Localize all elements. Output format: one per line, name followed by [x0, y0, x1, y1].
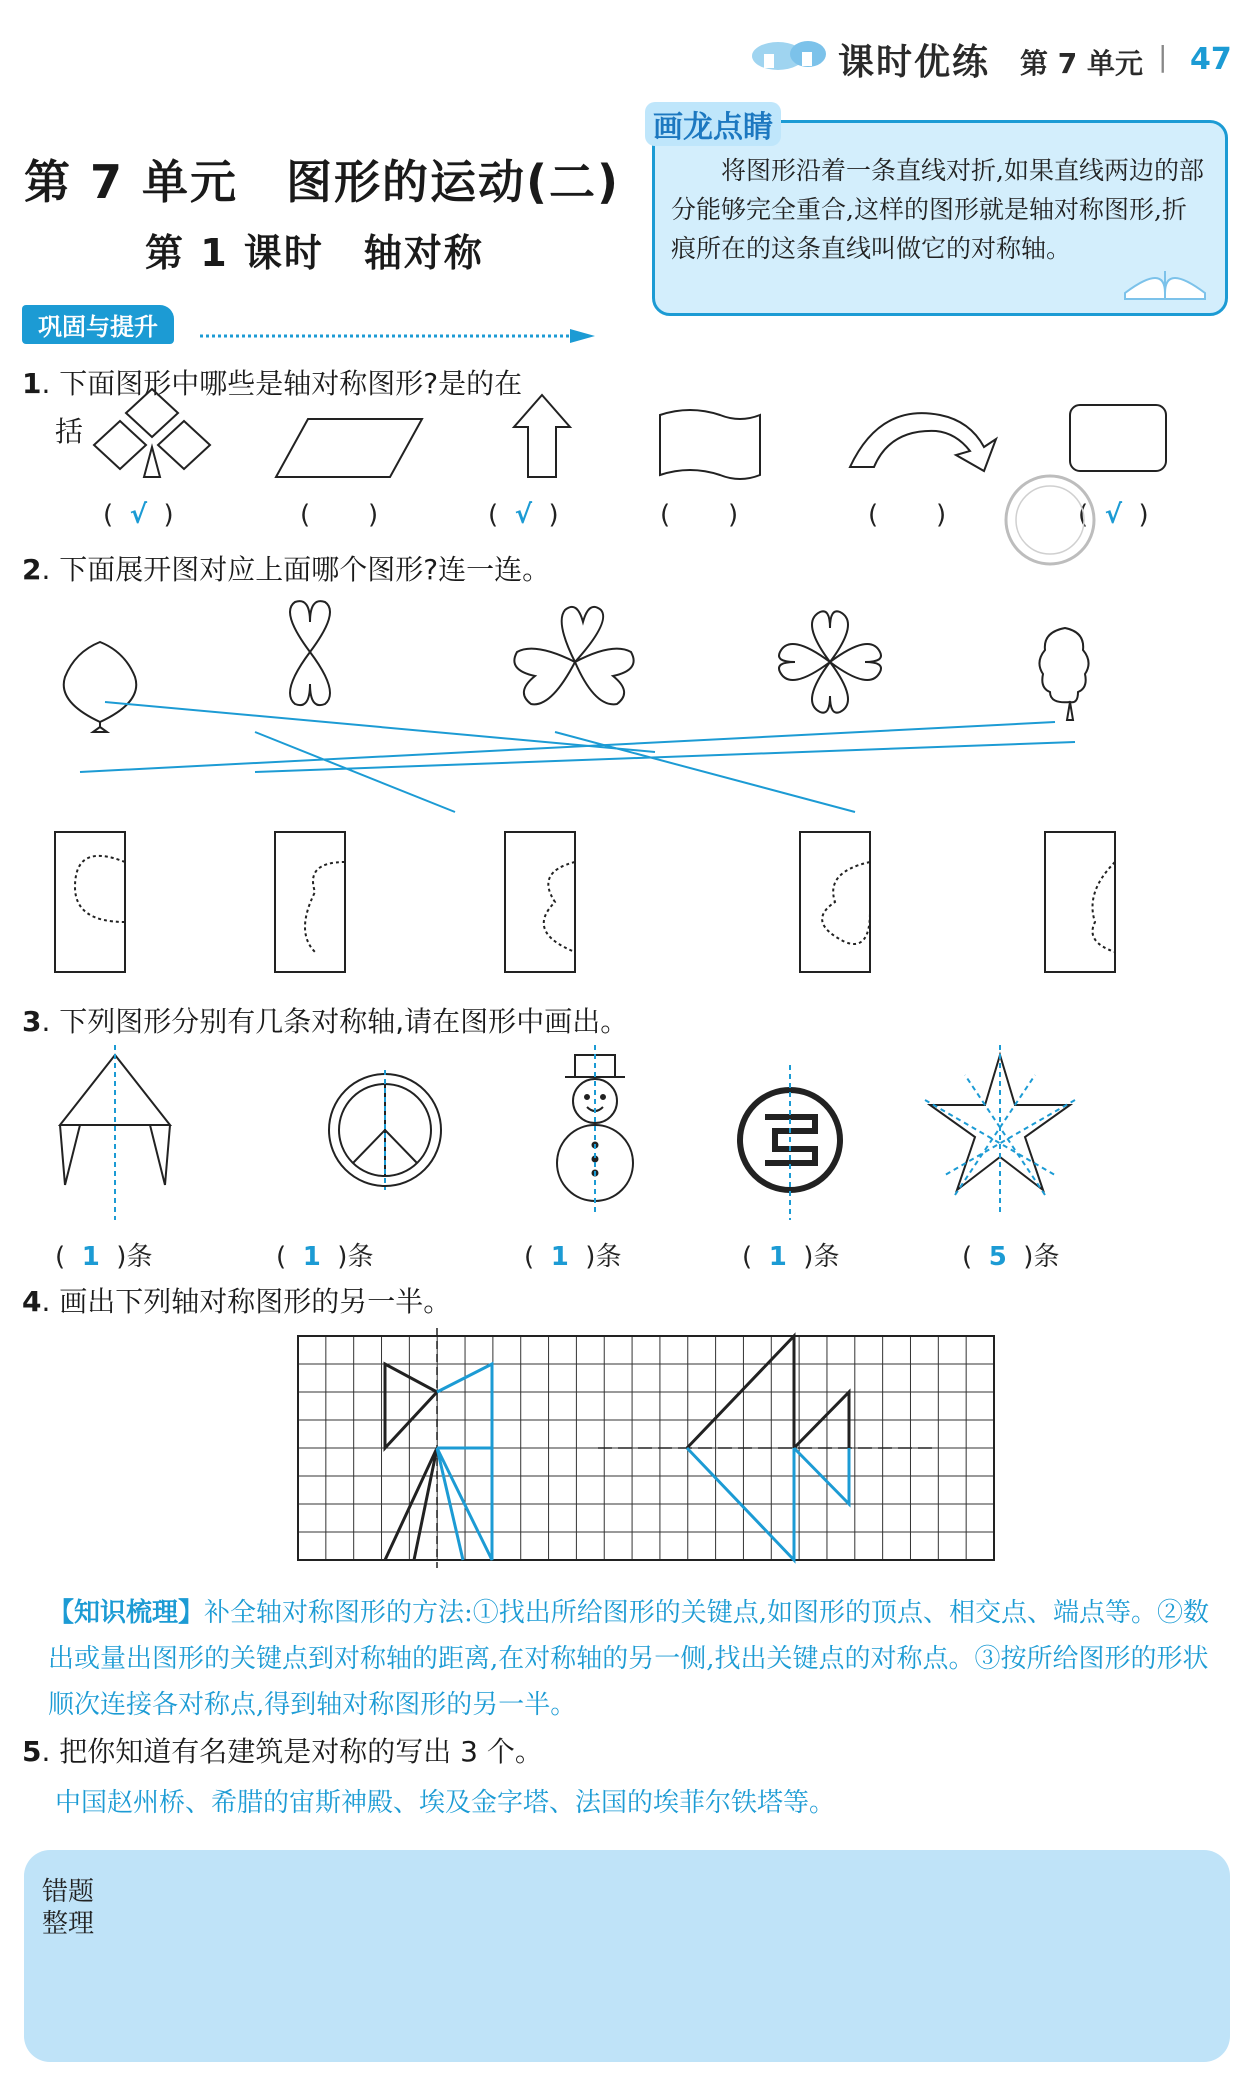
q2-bowtie-heart-shape — [290, 601, 330, 705]
q3-answer-3: ( 1 )条 — [524, 1242, 622, 1272]
q2-four-hearts-shape — [779, 611, 881, 712]
error-label-2: 整理 — [42, 1909, 95, 1939]
header-unit: 第 7 单元 — [1020, 47, 1143, 80]
q2-tree-shape — [1039, 628, 1088, 720]
q3-coin-shape — [740, 1065, 840, 1220]
q3-teepee-shape — [60, 1045, 170, 1220]
q1-paren-6: ( √ ) — [1078, 500, 1149, 530]
watermark-seal-icon — [1000, 470, 1100, 570]
q3-answer-4: ( 1 )条 — [742, 1242, 840, 1272]
q3-answer-1: ( 1 )条 — [55, 1242, 153, 1272]
q1-paren-5: ( ) — [868, 500, 947, 530]
q2-figure — [55, 592, 1115, 992]
q1-paren-4: ( ) — [660, 500, 739, 530]
q3-text: 3. 下列图形分别有几条对称轴,请在图形中画出。 — [22, 1005, 629, 1038]
q1-shape-rounded-rect — [1070, 405, 1166, 471]
q1-shape-diamonds — [94, 389, 210, 477]
q3-peace-shape — [329, 1070, 441, 1190]
header-brand: 课时优练 — [838, 42, 991, 83]
q3-answer-2: ( 1 )条 — [276, 1242, 374, 1272]
tip-title: 画龙点睛 — [645, 102, 781, 146]
q1-paren-2: ( ) — [300, 500, 379, 530]
q3-star-shape — [925, 1045, 1075, 1215]
unit-title: 第 7 单元 图形的运动(二) — [24, 155, 621, 209]
section-tag: 巩固与提升 — [22, 305, 174, 344]
q1-text-cont: 括 — [55, 415, 84, 448]
tip-text: 将图形沿着一条直线对折,如果直线两边的部分能够完全重合,这样的图形就是轴对称图形,折痕所在的这条直线叫做它的对称轴。 — [671, 156, 1204, 263]
lesson-title: 第 1 课时 轴对称 — [145, 231, 484, 275]
knowledge-block: 【知识梳理】补全轴对称图形的方法:①找出所给图形的关键点,如图形的顶点、相交点、端点等。②数出或量出图形的关键点到对称轴的距离,在对称轴的另一侧,找出关键点的对称点。③按所给图形的形状顺次连接各对称点,得到轴对称图形的另一半。 — [48, 1598, 1210, 1720]
tip-box — [652, 120, 1228, 316]
q1-paren-1: ( √ ) — [103, 500, 174, 530]
q1-shape-curved-arrow — [850, 413, 996, 471]
q3-snowman-shape — [557, 1045, 633, 1215]
error-label-1: 错题 — [42, 1877, 95, 1907]
header-logo-icon — [750, 28, 830, 72]
q2-panels — [55, 832, 1115, 972]
q1-shape-flag — [660, 410, 760, 479]
q5-answer: 中国赵州桥、希腊的宙斯神殿、埃及金字塔、法国的埃菲尔铁塔等。 — [55, 1788, 836, 1818]
q2-spade-shape — [64, 642, 137, 732]
section-arrow — [200, 328, 595, 342]
error-collection-box — [24, 1850, 1230, 2062]
q1-shape-parallelogram — [276, 419, 422, 477]
q5-text: 5. 把你知道有名建筑是对称的写出 3 个。 — [22, 1735, 543, 1768]
q1-shape-arrow — [514, 395, 570, 477]
book-icon — [1115, 243, 1215, 303]
q1-text: 1. 下面图形中哪些是轴对称图形?是的在 — [22, 367, 523, 400]
header-separator: | — [1158, 40, 1168, 73]
q2-three-hearts-shape — [514, 607, 633, 704]
q3-answer-5: ( 5 )条 — [962, 1242, 1060, 1272]
q3-figures — [55, 1045, 1075, 1225]
q1-paren-3: ( √ ) — [488, 500, 559, 530]
page-number: 47 — [1190, 42, 1232, 77]
q4-text: 4. 画出下列轴对称图形的另一半。 — [22, 1285, 452, 1318]
q2-text: 2. 下面展开图对应上面哪个图形?连一连。 — [22, 553, 551, 586]
q4-grid — [298, 1328, 994, 1568]
